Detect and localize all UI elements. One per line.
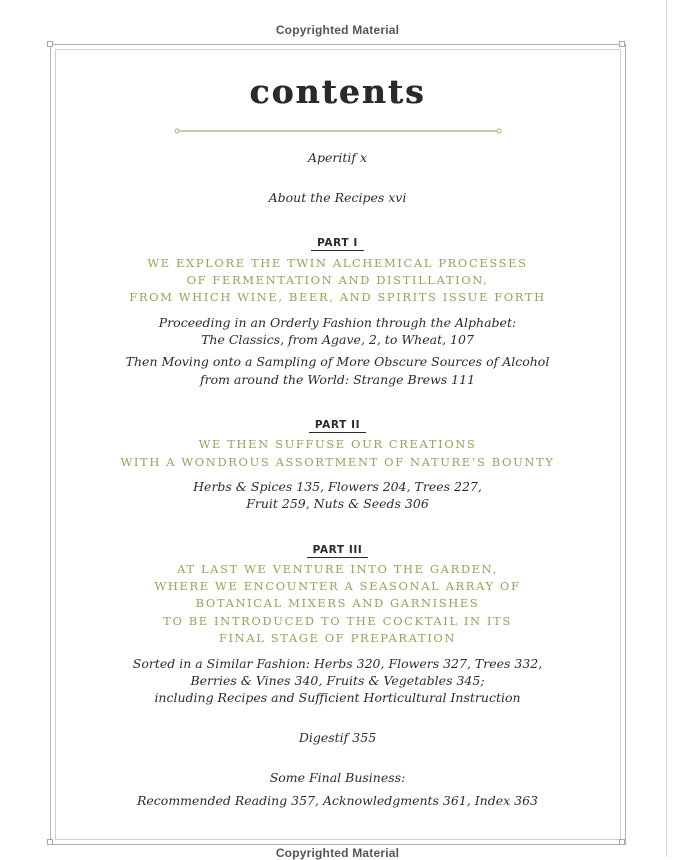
- part-3-heading-line-3: BOTANICAL MIXERS AND GARNISHES: [195, 596, 480, 610]
- part-3-heading-line-4: TO BE INTRODUCED TO THE COCKTAIL IN ITS: [163, 614, 512, 628]
- part-2-heading-line-2: WITH A WONDROUS ASSORTMENT OF NATURE’S BOUNTY: [120, 455, 555, 469]
- part-2-heading-line-1: WE THEN SUFFUSE OUR CREATIONS: [198, 437, 477, 451]
- part-label-2-text: PART II: [309, 419, 366, 433]
- part-3-heading-line-2: WHERE WE ENCOUNTER A SEASONAL ARRAY OF: [154, 579, 521, 593]
- part-1-heading-line-1: WE EXPLORE THE TWIN ALCHEMICAL PROCESSES: [147, 256, 528, 270]
- part-label-1: [0, 231, 675, 251]
- toc-entry-digestif[interactable]: Digestif 355: [298, 730, 377, 745]
- part-label-2: [0, 413, 675, 433]
- copyright-footer: Copyrighted Material: [275, 846, 400, 860]
- toc-entry-part1-strange-line-2[interactable]: from around the World: Strange Brews 111: [199, 372, 476, 387]
- copyright-header: Copyrighted Material: [275, 23, 400, 37]
- part-3-heading-line-5: FINAL STAGE OF PREPARATION: [218, 631, 457, 645]
- frame-corner-bottom-left: [47, 839, 53, 845]
- toc-entry-part3-line-1[interactable]: Sorted in a Similar Fashion: Herbs 320, Flowers 327, Trees 332,: [132, 656, 543, 671]
- title-divider: [174, 121, 502, 131]
- toc-entry-part3-line-2[interactable]: Berries & Vines 340, Fruits & Vegetables 345;: [190, 673, 485, 688]
- part-label-3: [0, 538, 675, 558]
- frame-corner-bottom-right: [619, 839, 625, 845]
- frame-corner-top-left: [47, 41, 53, 47]
- toc-entry-recommended-reading[interactable]: Recommended Reading 357, Acknowledgments 361, Index 363: [136, 793, 539, 808]
- toc-entry-final-business: Some Final Business:: [269, 770, 406, 785]
- toc-entry-part3-line-3[interactable]: including Recipes and Sufficient Horticultural Instruction: [154, 690, 521, 705]
- part-3-heading-line-1: AT LAST WE VENTURE INTO THE GARDEN,: [177, 562, 498, 576]
- frame-corner-top-right: [619, 41, 625, 47]
- toc-entry-part1-classics-line-1[interactable]: Proceeding in an Orderly Fashion through the Alphabet:: [158, 315, 517, 330]
- part-label-3-text: PART III: [307, 544, 369, 558]
- toc-entry-part1-classics-line-2[interactable]: The Classics, from Agave, 2, to Wheat, 107: [201, 332, 474, 347]
- toc-entry-part2-line-1[interactable]: Herbs & Spices 135, Flowers 204, Trees 227,: [193, 479, 482, 494]
- page-title: contents: [249, 72, 426, 111]
- toc-entry-part1-strange-line-1[interactable]: Then Moving onto a Sampling of More Obscure Sources of Alcohol: [125, 354, 550, 369]
- toc-entry-part2-line-2[interactable]: Fruit 259, Nuts & Seeds 306: [246, 496, 429, 511]
- part-label-1-text: PART I: [311, 237, 364, 251]
- part-1-heading-line-3: FROM WHICH WINE, BEER, AND SPIRITS ISSUE FORTH: [129, 290, 546, 304]
- toc-entry-aperitif[interactable]: Aperitif x: [307, 150, 368, 165]
- toc-entry-about-recipes[interactable]: About the Recipes xvi: [268, 190, 407, 205]
- part-1-heading-line-2: OF FERMENTATION AND DISTILLATION,: [186, 273, 489, 287]
